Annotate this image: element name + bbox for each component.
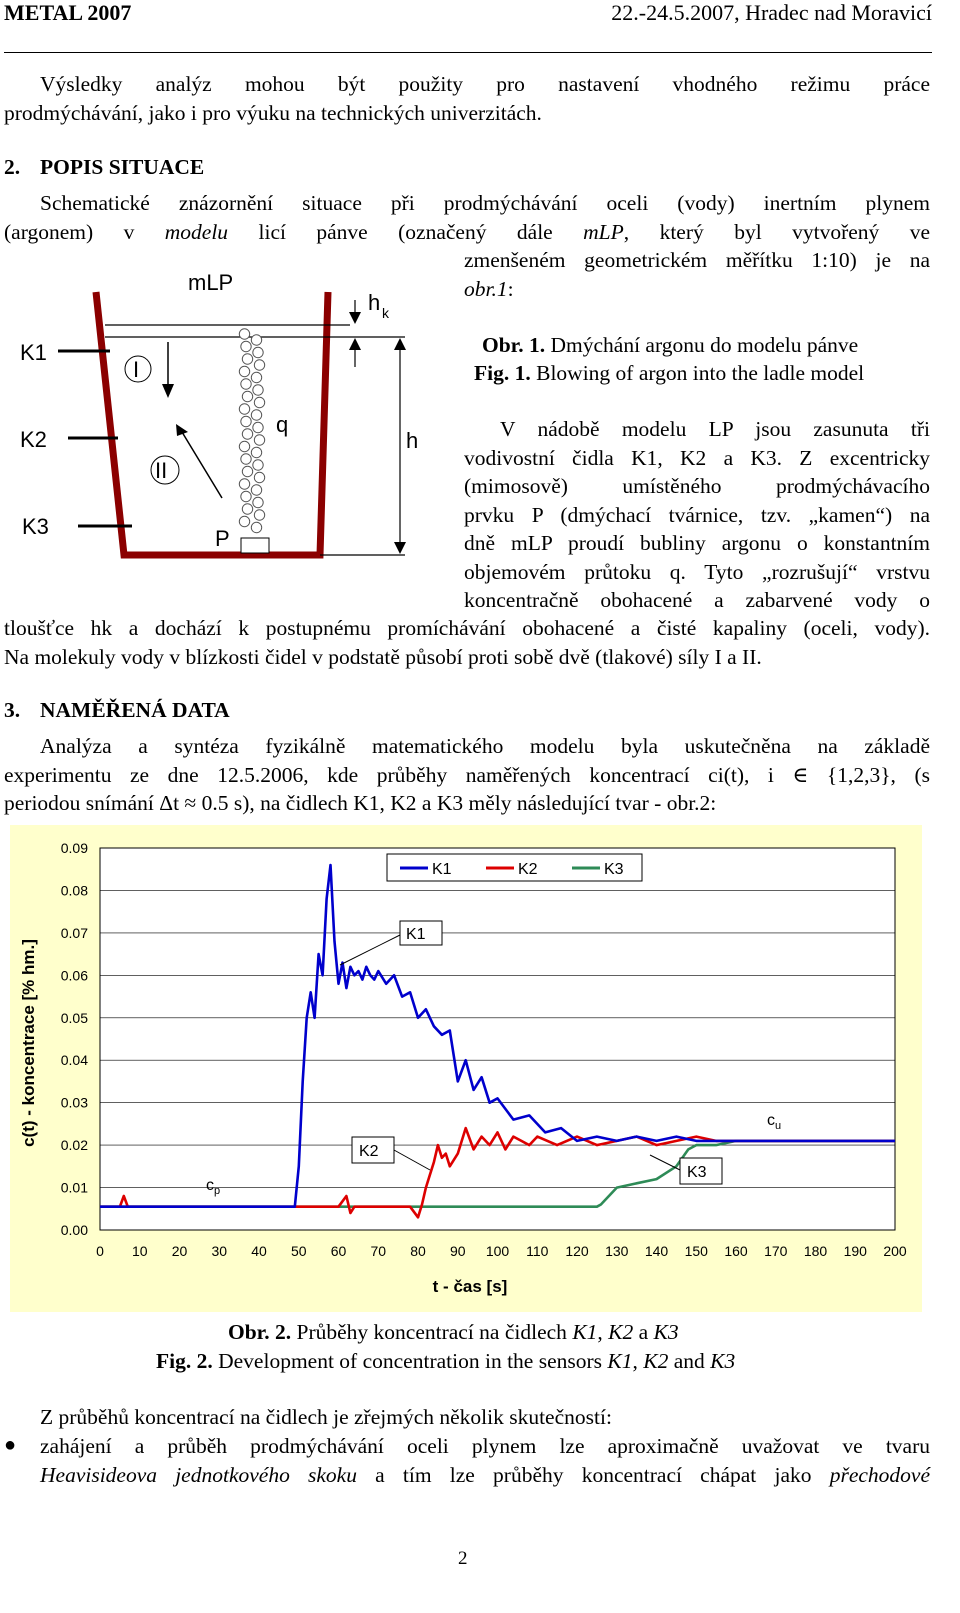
- annotation-cu-subscript: u: [775, 1120, 782, 1132]
- x-tick-label: 10: [131, 1243, 148, 1259]
- bubble: [239, 516, 249, 526]
- label-height-h: h: [406, 428, 419, 453]
- x-tick-label: 100: [485, 1243, 510, 1259]
- y-tick-label: 0.00: [60, 1222, 88, 1238]
- x-tick-label: 30: [211, 1243, 228, 1259]
- bubble: [242, 466, 252, 476]
- annotation-k2-text: K2: [359, 1143, 379, 1160]
- text-span: Heavisideova jednotkového skoku: [40, 1462, 357, 1487]
- bubble: [241, 491, 251, 501]
- fig1-caption-cz: [482, 331, 858, 360]
- section-2-paragraph: [4, 189, 930, 246]
- bubble: [254, 397, 264, 407]
- intro-line-1: Výsledky analýz mohou být použity pro nastavení vhodného režimu práce: [40, 72, 930, 96]
- y-tick-label: 0.09: [60, 840, 88, 856]
- annotation-cu: c: [767, 1112, 775, 1129]
- label-flow-q: q: [276, 412, 289, 437]
- x-tick-label: 90: [449, 1243, 466, 1259]
- label-plug-p: P: [215, 526, 230, 551]
- section-2-line-2: [4, 218, 930, 247]
- bubble: [239, 329, 249, 339]
- legend-k3-label: K3: [604, 861, 624, 878]
- fig2-caption-en: [156, 1347, 735, 1376]
- section-3-title: NAMĚŘENÁ DATA: [40, 698, 230, 722]
- fig1-caption-en: [474, 359, 864, 388]
- legend-k1-label: K1: [432, 861, 452, 878]
- x-tick-label: 140: [644, 1243, 669, 1259]
- ladle-walls: [96, 292, 328, 555]
- text-span: Fig. 2.: [156, 1349, 213, 1373]
- bubble: [254, 472, 264, 482]
- closing-paragraph: [4, 1403, 930, 1432]
- x-tick-label: 200: [883, 1243, 907, 1259]
- x-tick-label: 50: [290, 1243, 307, 1259]
- description-continued: [4, 614, 930, 671]
- y-tick-label: 0.06: [60, 967, 88, 984]
- label-k2: K2: [20, 427, 47, 452]
- y-tick-label: 0.01: [60, 1179, 88, 1196]
- section-2-number: 2.: [4, 155, 21, 179]
- text-span: K1: [572, 1320, 598, 1344]
- conference-name: METAL 2007: [4, 0, 132, 25]
- section-2-title: POPIS SITUACE: [40, 155, 205, 179]
- text-span: Obr. 2.: [228, 1320, 292, 1344]
- bubble: [239, 404, 249, 414]
- plot-area: [100, 848, 895, 1230]
- annotation-k3-text: K3: [687, 1164, 707, 1181]
- text-span: K2: [643, 1349, 669, 1373]
- desc-line-8: tloušťce hk a dochází k postupnému promíchávání obohacené a čisté kapaliny (oceli, vody).: [4, 616, 930, 640]
- x-tick-label: 180: [803, 1243, 828, 1259]
- concentration-chart: [10, 825, 922, 1312]
- force-ii-arrow: [182, 432, 222, 498]
- desc-line-9: Na molekuly vody v blízkosti čidel v podstatě působí proti sobě dvě (tlakové) síly I a II.: [4, 644, 762, 669]
- x-tick-label: 40: [251, 1243, 267, 1259]
- intro-paragraph: [4, 70, 930, 127]
- bubble: [253, 385, 263, 395]
- bubble: [239, 366, 249, 376]
- bubble: [242, 354, 252, 364]
- desc-line-1: V nádobě modelu LP jsou zasunuta tři: [500, 417, 930, 441]
- desc-line-3: (mimosově) umístěného prodmýchávacího: [464, 474, 930, 498]
- x-tick-label: 150: [684, 1243, 708, 1259]
- desc-line-6: objemovém průtoku q. Tyto „rozrušují“ vrstvu: [464, 559, 930, 584]
- y-axis-label: c(t) - koncentrace [% hm.]: [19, 939, 38, 1147]
- text-span: K1: [607, 1349, 633, 1373]
- y-tick-label: 0.05: [60, 1009, 88, 1026]
- text-span: , který byl vytvořený ve: [623, 219, 930, 244]
- fig1-reference: obr.1: [464, 277, 508, 301]
- bubble: [251, 447, 261, 457]
- chart-legend: [387, 854, 642, 881]
- desc-line-2: vodivostní čidla K1, K2 a K3. Z excentricky: [464, 445, 930, 470]
- bubble: [251, 372, 261, 382]
- x-tick-label: 160: [724, 1243, 748, 1259]
- section-3-paragraph: [4, 732, 930, 818]
- bubble: [251, 335, 261, 345]
- label-force-i: I: [133, 357, 140, 382]
- x-tick-label: 20: [171, 1243, 188, 1259]
- conference-date: 22.-24.5.2007, Hradec nad Moravicí: [611, 0, 932, 25]
- label-k1: K1: [20, 340, 47, 365]
- text-span: ,: [632, 1349, 644, 1373]
- text-span: K3: [710, 1349, 736, 1373]
- text-span: modelu: [164, 219, 229, 244]
- x-axis-label: t - čas [s]: [432, 1277, 508, 1296]
- argon-bubbles: [239, 329, 264, 533]
- section-3-line-1: Analýza a syntéza fyzikálně matematického modelu byla uskutečněna na základě: [40, 734, 930, 758]
- h-arrow-bottom: [394, 542, 406, 554]
- section-2-line-4: [464, 275, 514, 304]
- bubble: [251, 410, 261, 420]
- fig2-caption-cz: [228, 1318, 679, 1347]
- section-2-line-1: Schematické znázornění situace při prodmýchávání oceli (vody) inertním plynem: [40, 191, 930, 215]
- label-k3: K3: [22, 514, 49, 539]
- x-tick-label: 0: [96, 1243, 104, 1259]
- label-force-ii: II: [155, 458, 168, 483]
- x-tick-label: 190: [843, 1243, 867, 1259]
- x-tick-label: 60: [330, 1243, 347, 1259]
- bubble: [254, 510, 264, 520]
- x-tick-label: 170: [764, 1243, 788, 1259]
- section-3-line-3: periodou snímání Δt ≈ 0.5 s), na čidlech K1, K2 a K3 měly následující tvar - obr.2:: [4, 791, 717, 815]
- section-2-heading: [4, 155, 204, 180]
- page-header: [0, 0, 960, 30]
- annotation-cp-subscript: p: [214, 1185, 221, 1197]
- text-span: :: [507, 277, 514, 301]
- bubble: [242, 429, 252, 439]
- hk-arrow-top-head: [349, 312, 361, 324]
- bubble: [253, 497, 263, 507]
- bullet-line-1: zahájení a průběh prodmýchávání oceli plynem lze aproximačně uvažovat ve tvaru: [40, 1434, 930, 1458]
- bubble: [241, 454, 251, 464]
- intro-line-2: prodmýchávání, jako i pro výuku na technických univerzitách.: [4, 100, 542, 125]
- x-tick-label: 80: [410, 1243, 426, 1259]
- text-span: mLP: [583, 219, 624, 244]
- y-tick-label: 0.03: [60, 1094, 88, 1111]
- text-span: Průběhy koncentrací na čidlech: [291, 1320, 573, 1344]
- desc-line-4: prvku P (dmýchací tvárnice, tzv. „kamen“) na: [464, 502, 930, 527]
- section-2-line-3: zmenšeném geometrickém měřítku 1:10) je na: [464, 248, 930, 272]
- page-number: 2: [458, 1548, 468, 1569]
- section-3-number: 3.: [4, 698, 21, 722]
- text-span: a tím lze průběhy koncentrací chápat jako: [356, 1462, 830, 1487]
- force-i-arrow-head: [162, 384, 174, 398]
- text-span: K2: [608, 1320, 634, 1344]
- description-paragraph: [464, 415, 930, 615]
- text-span: Fig. 1.: [474, 361, 531, 385]
- text-span: Dmýchání argonu do modelu pánve: [545, 333, 859, 357]
- bubble: [241, 341, 251, 351]
- text-span: K3: [653, 1320, 679, 1344]
- x-tick-label: 130: [605, 1243, 629, 1259]
- y-tick-label: 0.07: [60, 924, 88, 941]
- bubble: [253, 422, 263, 432]
- legend-k2-label: K2: [518, 861, 538, 878]
- desc-line-5: dně mLP proudí bubliny argonu o konstantním: [464, 531, 930, 555]
- bubble: [239, 479, 249, 489]
- bubble: [253, 347, 263, 357]
- bubble: [241, 416, 251, 426]
- annotation-k1-text: K1: [406, 926, 426, 943]
- label-mlp: mLP: [188, 270, 234, 295]
- text-span: přechodové: [829, 1462, 930, 1487]
- force-ii-arrow-head: [176, 424, 188, 436]
- text-span: licí pánve (označený dále: [228, 219, 584, 244]
- ladle-schematic: [0, 262, 460, 567]
- bullet-item: [40, 1432, 930, 1489]
- text-span: and: [668, 1349, 711, 1373]
- closing-line-1: Z průběhů koncentrací na čidlech je zřejmých několik skutečností:: [40, 1405, 612, 1429]
- bubble: [251, 485, 261, 495]
- text-span: a: [633, 1320, 654, 1344]
- bubble: [239, 441, 249, 451]
- label-hk-subscript: k: [382, 305, 389, 321]
- annotation-cp: c: [206, 1177, 214, 1194]
- desc-line-7: koncentračně obohacené a zabarvené vody o: [464, 588, 930, 612]
- text-span: (argonem) v: [4, 219, 165, 244]
- bullet-icon: ●: [4, 1434, 17, 1456]
- section-3-line-2: experimentu ze dne 12.5.2006, kde průběhy naměřených koncentrací ci(t), i ∈ {1,2,3}, (s: [4, 762, 930, 787]
- text-span: Obr. 1.: [482, 333, 546, 357]
- x-tick-labels: [96, 1243, 907, 1259]
- x-tick-label: 120: [565, 1243, 589, 1259]
- label-hk: h: [368, 290, 381, 315]
- bubble: [242, 391, 252, 401]
- section-3-heading: [4, 698, 230, 723]
- text-span: Development of concentration in the sensors: [212, 1349, 608, 1373]
- text-span: ,: [597, 1320, 609, 1344]
- hk-arrow-bottom-head: [349, 338, 361, 350]
- bubble: [241, 379, 251, 389]
- y-tick-label: 0.02: [60, 1137, 88, 1154]
- bubble: [242, 504, 252, 514]
- header-divider: [4, 52, 932, 53]
- y-tick-label: 0.04: [60, 1052, 88, 1069]
- bubble: [254, 360, 264, 370]
- x-tick-label: 110: [526, 1243, 549, 1259]
- bullet-line-2: [40, 1461, 930, 1490]
- h-arrow-top: [394, 338, 406, 350]
- x-tick-label: 70: [370, 1243, 387, 1259]
- bubble: [254, 435, 264, 445]
- porous-plug: [241, 538, 269, 553]
- y-tick-label: 0.08: [60, 882, 88, 899]
- bubble: [251, 522, 261, 532]
- bubble: [253, 460, 263, 470]
- text-span: Blowing of argon into the ladle model: [530, 361, 865, 385]
